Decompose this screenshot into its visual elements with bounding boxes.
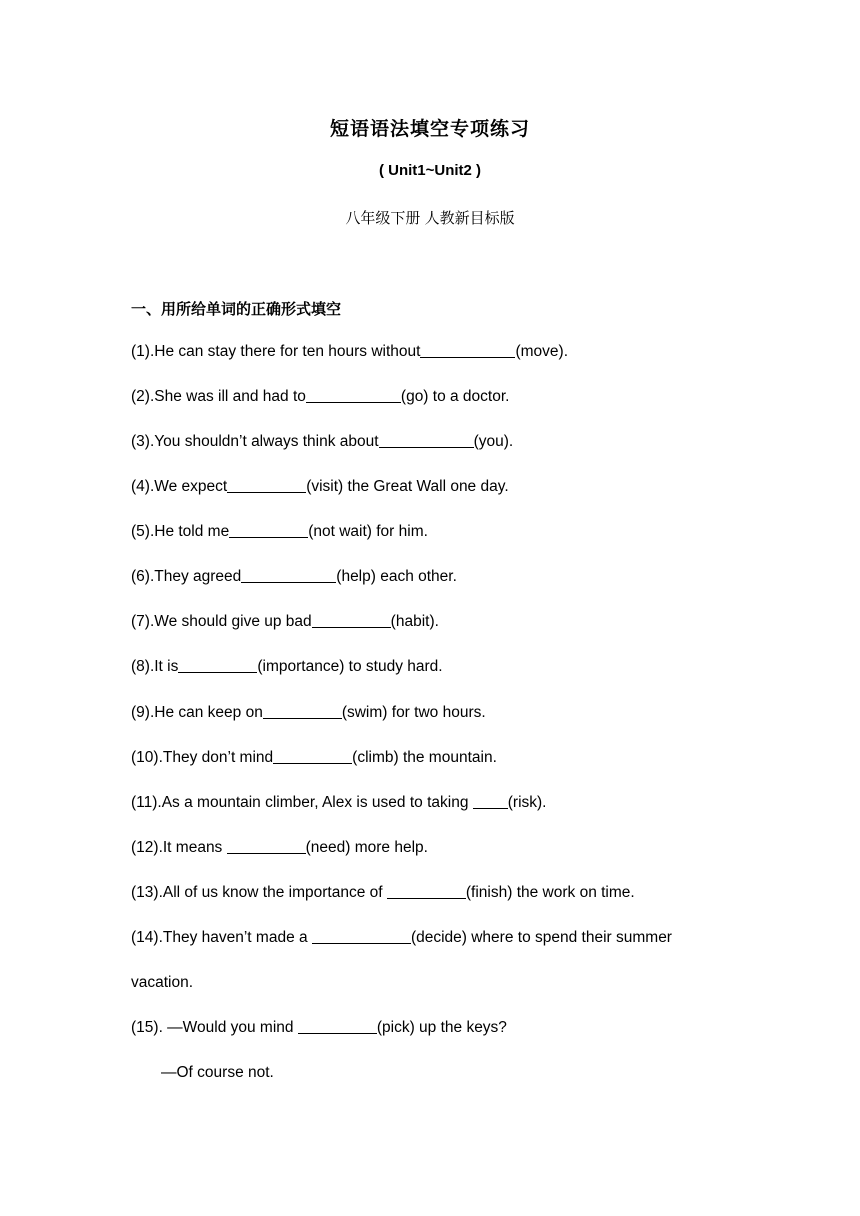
question-item: (15). —Would you mind (pick) up the keys? — [131, 1019, 507, 1036]
answer-blank[interactable] — [379, 433, 474, 448]
answer-blank[interactable] — [263, 704, 342, 719]
question-item: (13).All of us know the importance of (finish) the work on time. — [131, 884, 635, 901]
answer-blank[interactable] — [387, 884, 466, 899]
question-item: (12).It means (need) more help. — [131, 839, 428, 856]
answer-blank[interactable] — [312, 613, 391, 628]
question-item: (4).We expect (visit) the Great Wall one day. — [131, 478, 509, 495]
answer-blank[interactable] — [306, 388, 401, 403]
question-item: (1).He can stay there for ten hours without (move). — [131, 343, 569, 360]
question-continuation: vacation. — [131, 974, 194, 991]
answer-blank[interactable] — [227, 839, 306, 854]
question-item: (7).We should give up bad (habit). — [131, 613, 439, 630]
answer-blank[interactable] — [420, 343, 515, 358]
question-item: (14).They haven’t made a (decide) where to spend their summer — [131, 929, 672, 946]
answer-blank[interactable] — [312, 929, 411, 944]
question-item: (3).You shouldn’t always think about (you). — [131, 433, 514, 450]
dialogue-answer: —Of course not. — [161, 1064, 274, 1081]
answer-blank[interactable] — [241, 568, 336, 583]
question-item: (9).He can keep on (swim) for two hours. — [131, 704, 486, 721]
answer-blank[interactable] — [229, 523, 308, 538]
section-heading: 一、用所给单词的正确形式填空 — [131, 301, 342, 318]
answer-blank[interactable] — [273, 749, 352, 764]
question-item: (11).As a mountain climber, Alex is used to taking (risk). — [131, 794, 547, 811]
question-item: (2).She was ill and had to (go) to a doctor. — [131, 388, 510, 405]
answer-blank[interactable] — [298, 1019, 377, 1034]
question-item: (8).It is (importance) to study hard. — [131, 658, 443, 675]
question-item: (10).They don’t mind (climb) the mountain. — [131, 749, 497, 766]
page-title: 短语语法填空专项练习 — [329, 119, 530, 140]
answer-blank[interactable] — [227, 478, 306, 493]
answer-blank[interactable] — [178, 658, 257, 673]
unit-range: ( Unit1~Unit2 ) — [378, 162, 482, 179]
question-item: (5).He told me (not wait) for him. — [131, 523, 428, 540]
question-item: (6).They agreed (help) each other. — [131, 568, 457, 585]
answer-blank[interactable] — [473, 794, 508, 809]
textbook-edition: 八年级下册 人教新目标版 — [345, 210, 515, 227]
